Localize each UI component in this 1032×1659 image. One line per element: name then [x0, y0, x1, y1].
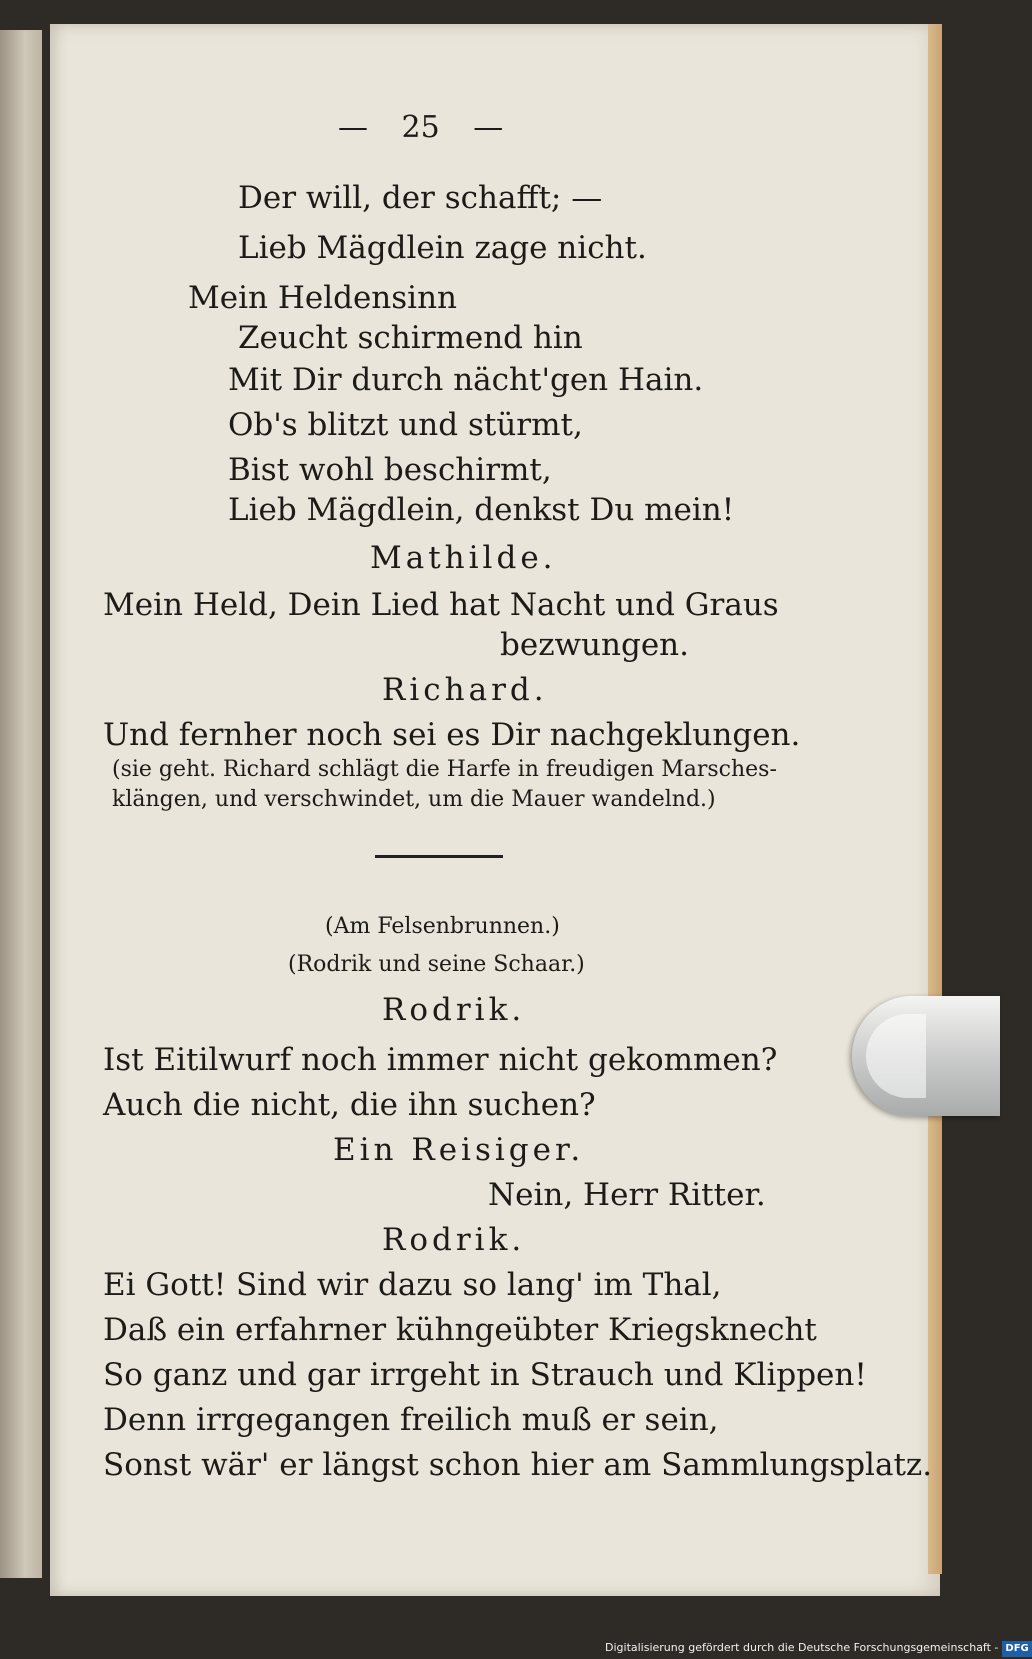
verse-line: Mein Held, Dein Lied hat Nacht und Graus [103, 587, 779, 623]
verse-line: Bist wohl beschirmt, [228, 452, 552, 488]
speaker-name: Rodrik. [382, 992, 526, 1028]
verse-line: Lieb Mägdlein zage nicht. [238, 230, 647, 266]
verse-line: Und fernher noch sei es Dir nachgeklungen. [103, 717, 801, 753]
verse-line: Lieb Mägdlein, denkst Du mein! [228, 492, 735, 528]
verse-line: Nein, Herr Ritter. [488, 1177, 766, 1213]
verse-line: Daß ein erfahrner kühngeübter Kriegsknecht [103, 1312, 817, 1348]
clip-highlight [866, 1014, 926, 1098]
stage-direction: (sie geht. Richard schlägt die Harfe in freudigen Marsches- [112, 757, 777, 782]
speaker-name: Ein Reisiger. [333, 1132, 585, 1168]
section-divider [375, 855, 503, 858]
bookmark-clip [852, 996, 1000, 1116]
speaker-name: Mathilde. [370, 540, 557, 576]
speaker-name: Richard. [382, 672, 548, 708]
page-edge-right [928, 24, 942, 1574]
header-dash-right: — [473, 110, 504, 145]
stage-direction: klängen, und verschwindet, um die Mauer wandelnd.) [112, 787, 716, 812]
stage-direction: (Rodrik und seine Schaar.) [288, 952, 585, 977]
page-header [338, 108, 503, 148]
verse-line: Der will, der schafft; — [238, 180, 603, 216]
page-number: 25 [401, 110, 440, 145]
verse-line: Mein Heldensinn [188, 280, 458, 316]
verse-line: Mit Dir durch nächt'gen Hain. [228, 362, 704, 398]
verse-line: Ob's blitzt und stürmt, [228, 407, 583, 443]
verse-line: Sonst wär' er längst schon hier am Sammlungsplatz. [103, 1447, 933, 1483]
dfg-logo: DFG [1002, 1641, 1031, 1657]
credit-text: Digitalisierung gefördert durch die Deutsche Forschungsgemeinschaft - [605, 1641, 999, 1654]
header-dash-left: — [338, 110, 368, 145]
left-page-edge [0, 30, 42, 1578]
verse-line: So ganz und gar irrgeht in Strauch und Klippen! [103, 1357, 867, 1393]
verse-line: Ist Eitilwurf noch immer nicht gekommen? [103, 1042, 778, 1078]
verse-line: Zeucht schirmend hin [238, 320, 583, 356]
verse-line: Auch die nicht, die ihn suchen? [103, 1087, 596, 1123]
stage-direction: (Am Felsenbrunnen.) [325, 914, 560, 939]
digitization-credit [605, 1640, 1032, 1657]
verse-line: Denn irrgegangen freilich muß er sein, [103, 1402, 719, 1438]
speaker-name: Rodrik. [382, 1222, 526, 1258]
verse-line: Ei Gott! Sind wir dazu so lang' im Thal, [103, 1267, 722, 1303]
verse-line: bezwungen. [500, 627, 689, 663]
